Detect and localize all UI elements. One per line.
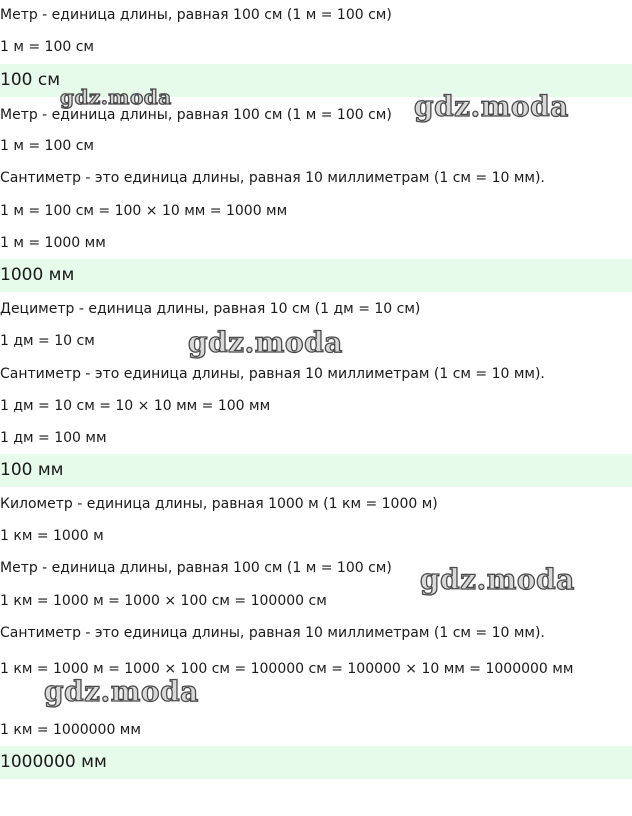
text-line: 1 км = 1000 м = 1000 × 100 см = 100000 см bbox=[0, 593, 327, 609]
text-line: 1 м = 100 см = 100 × 10 мм = 1000 мм bbox=[0, 203, 288, 219]
text-line: Сантиметр - это единица длины, равная 10 миллиметрам (1 см = 10 мм). bbox=[0, 366, 545, 382]
text-line: Сантиметр - это единица длины, равная 10 миллиметрам (1 см = 10 мм). bbox=[0, 625, 545, 641]
text-line: 1 км = 1000000 мм bbox=[0, 722, 141, 738]
watermark-logo: gdz.moda bbox=[420, 563, 575, 596]
text-line: 1 м = 100 см bbox=[0, 39, 94, 55]
text-line: 1 дм = 10 см = 10 × 10 мм = 100 мм bbox=[0, 398, 271, 414]
text-line: 1 км = 1000 м = 1000 × 100 см = 100000 см = 100000 × 10 мм = 1000000 мм bbox=[0, 661, 574, 677]
text-line: 1 дм = 100 мм bbox=[0, 430, 107, 446]
watermark-logo: gdz.moda bbox=[44, 675, 199, 708]
text-line: 1 м = 100 см bbox=[0, 138, 94, 154]
text-line: Метр - единица длины, равная 100 см (1 м = 100 см) bbox=[0, 560, 392, 576]
text-line: Сантиметр - это единица длины, равная 10 миллиметрам (1 см = 10 мм). bbox=[0, 170, 545, 186]
text-line: 1 км = 1000 м bbox=[0, 528, 104, 544]
watermark-logo: gdz.moda bbox=[414, 90, 569, 123]
text-line: Километр - единица длины, равная 1000 м (1 км = 1000 м) bbox=[0, 496, 438, 512]
answer-line: 1000000 мм bbox=[0, 746, 632, 779]
text-line: Метр - единица длины, равная 100 см (1 м = 100 см) bbox=[0, 107, 392, 123]
answer-line: 100 см bbox=[0, 64, 632, 97]
text-line: Метр - единица длины, равная 100 см (1 м = 100 см) bbox=[0, 7, 392, 23]
watermark-logo: gdz.moda bbox=[188, 326, 343, 359]
text-line: 1 дм = 10 см bbox=[0, 333, 95, 349]
text-line: 1 м = 1000 мм bbox=[0, 235, 106, 251]
watermark-logo: gdz.moda bbox=[60, 85, 172, 109]
answer-line: 100 мм bbox=[0, 454, 632, 487]
answer-line: 1000 мм bbox=[0, 259, 632, 292]
text-line: Дециметр - единица длины, равная 10 см (1 дм = 10 см) bbox=[0, 301, 421, 317]
